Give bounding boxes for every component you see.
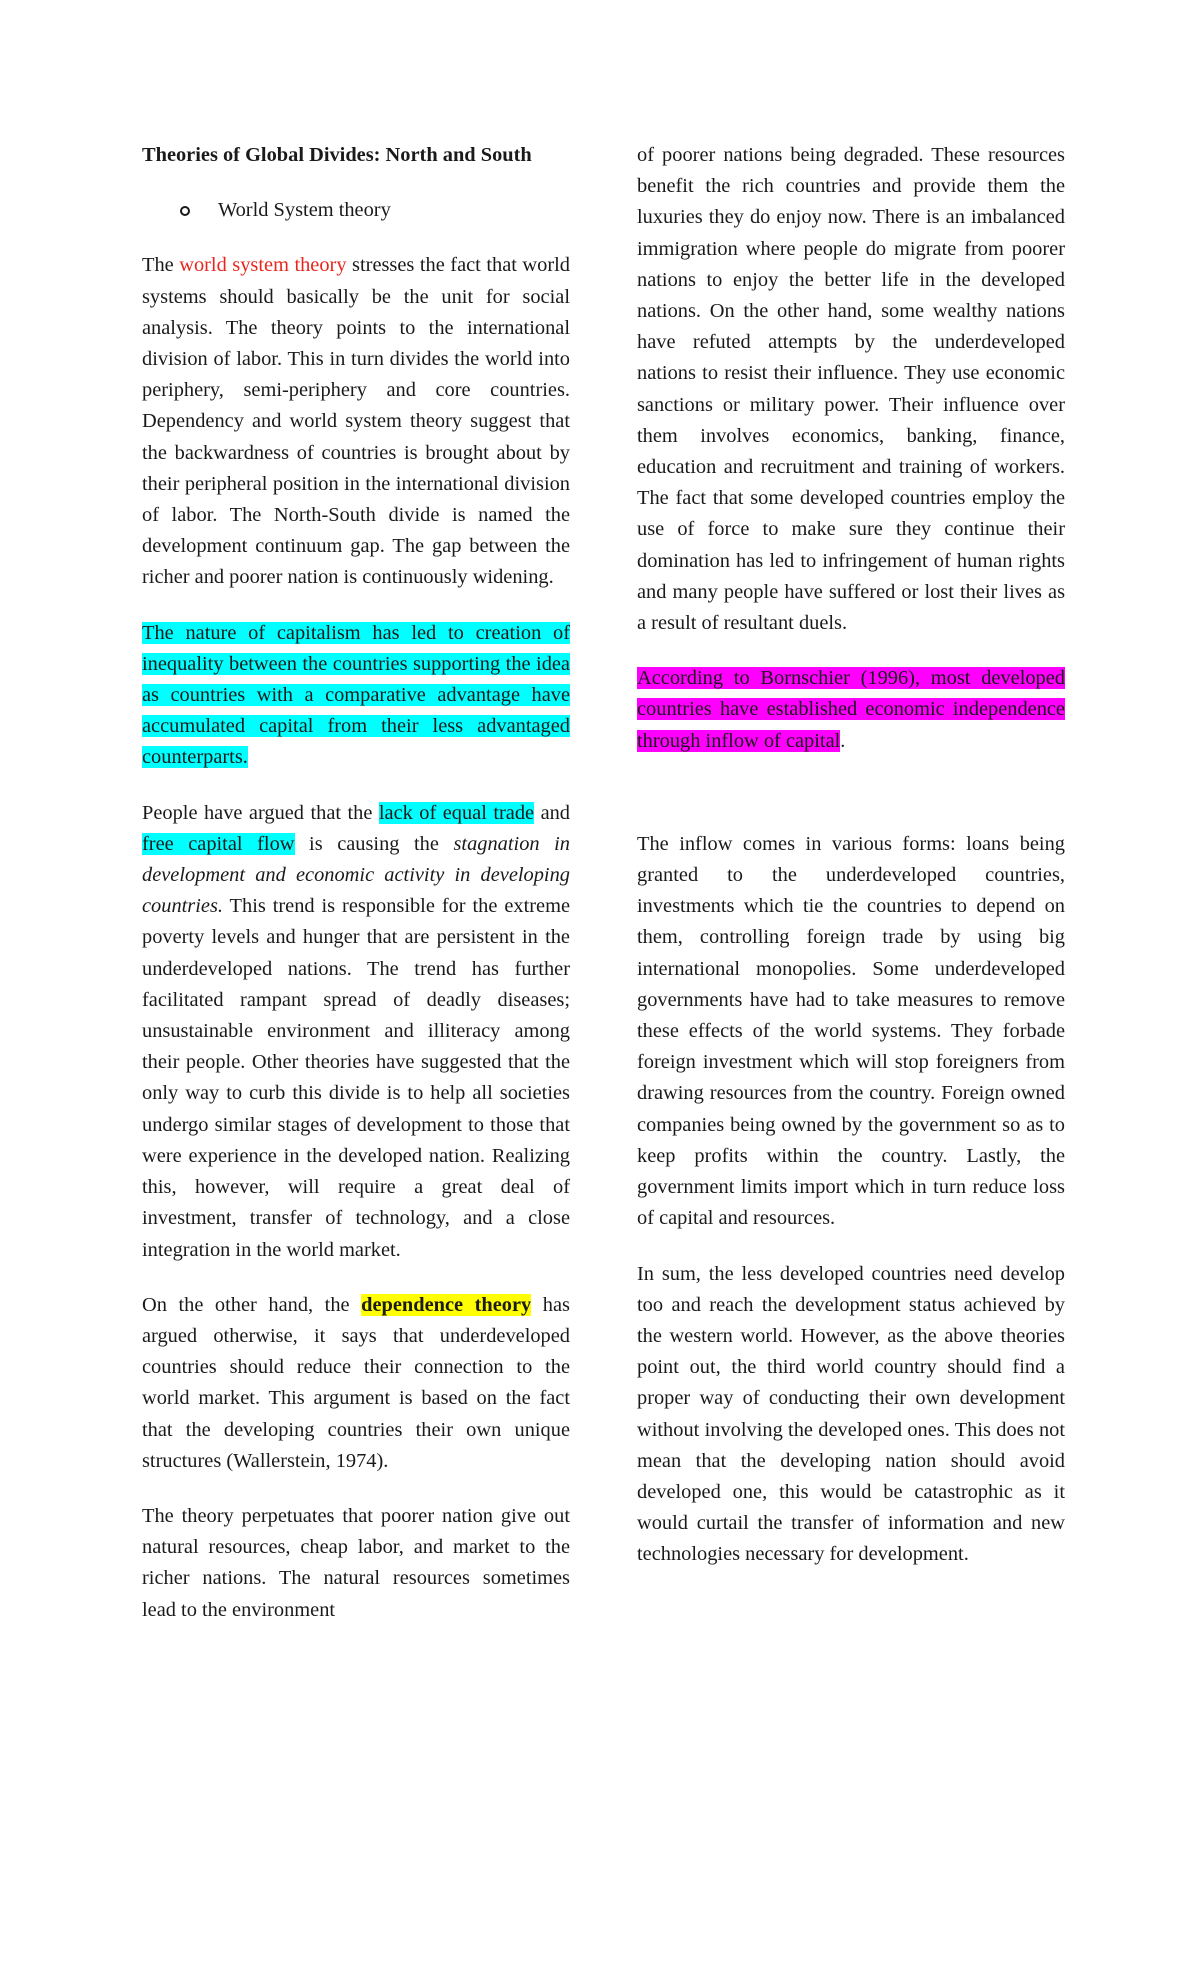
paragraph-capitalism-inequality: [142, 618, 570, 774]
blank-space: [637, 781, 1065, 829]
paragraph-equal-trade: [142, 798, 570, 1266]
paragraph-text: The: [142, 254, 180, 277]
document-title: Theories of Global Divides: North and South: [142, 144, 532, 166]
paragraph-natural-resources: [142, 1501, 570, 1626]
paragraph-world-system-theory: [142, 250, 570, 593]
paragraph-text: .: [840, 729, 846, 752]
paragraph-degraded-resources: [637, 140, 1065, 639]
paragraph-in-sum: [637, 1259, 1065, 1571]
magenta-highlighted-text: According to Bornschier (1996), most developed countries have established economic independence through inflow of capital: [637, 667, 1065, 752]
cyan-highlight-free-capital-flow: free capital flow: [142, 832, 295, 855]
left-column: [142, 140, 570, 1650]
yellow-highlight-dependence-theory: dependence theory: [361, 1293, 532, 1316]
italic-phrase: stagnation in development and economic activity in developing countries.: [142, 832, 570, 918]
paragraph-bornschier: [637, 663, 1065, 757]
hollow-circle-bullet-icon: [180, 206, 190, 216]
right-column: [637, 140, 1065, 1595]
paragraph-dependence-theory: [142, 1290, 570, 1477]
paragraph-text: The inflow comes in various forms: loans being granted to the underdeveloped countries, investments which tie the countries to depend on them, controlling foreign trade by using big international monopolies. Some underdeveloped governments have had to take measures to remove these effects of the world systems. They forbade foreign investment which will stop foreigners from drawing resources from the country. Foreign owned companies being owned by the government so as to keep profits within the country. Lastly, the government limits import which in turn reduce loss of capital and resources.: [637, 832, 1065, 1230]
bullet-label: World System theory: [218, 199, 391, 222]
paragraph-text: of poorer nations being degraded. These resources benefit the rich countries and provide them the luxuries they do enjoy now. There is an imbalanced immigration where people do migrate from poorer nations to enjoy the better life in the developed nations. On the other hand, some wealthy nations have refuted attempts by the underdeveloped nations to resist their influence. They use economic sanctions or military power. Their influence over them involves economics, banking, finance, education and recruitment and training of workers. The fact that some developed countries employ the use of force to make sure they continue their domination has led to infringement of human rights and many people have suffered or lost their lives as a result of resultant duels.: [637, 144, 1065, 635]
cyan-highlight-lack-of-equal-trade: lack of equal trade: [378, 801, 535, 824]
paragraph-text: stresses the fact that world systems should basically be the unit for social analysis. The theory points to the international division of labor. This in turn divides the world into periphery, semi-periphery and core countries. Dependency and world system theory suggest that the backwardness of countries is brought about by their peripheral position in the international division of labor. The North-South divide is named the development continuum gap. The gap between the richer and poorer nation is continuously widening.: [142, 254, 570, 589]
paragraph-text: This trend is responsible for the extreme poverty levels and hunger that are persistent in the underdeveloped nations. The trend has further facilitated rampant spread of deadly diseases; unsustainable environment and illiteracy among their people. Other theories have suggested that the only way to curb this divide is to help all societies undergo similar stages of development to those that were experience in the developed nation. Realizing this, however, will require a great deal of investment, transfer of technology, and a close integration in the world market.: [142, 895, 570, 1261]
paragraph-text: has argued otherwise, it says that underdeveloped countries should reduce their connection to the world market. This argument is based on the fact that the developing countries their own unique structures (Wallerstein, 1974).: [142, 1293, 570, 1472]
paragraph-text: is causing the: [294, 832, 454, 855]
paragraph-text: The theory perpetuates that poorer nation give out natural resources, cheap labor, and market to the richer nations. The natural resources sometimes lead to the environment: [142, 1504, 570, 1621]
paragraph-inflow-forms: [637, 829, 1065, 1235]
paragraph-text: In sum, the less developed countries need develop too and reach the development status achieved by the western world. However, as the above theories point out, the third world country should find a proper way of conducting their own development without involving the developed ones. This does not mean that the developing nation should avoid developed one, this would be catastrophic as it would curtail the transfer of information and new technologies necessary for development.: [637, 1262, 1065, 1566]
paragraph-text: On the other hand, the: [142, 1293, 362, 1316]
paragraph-text: and: [534, 801, 571, 824]
bullet-item-world-system: [142, 195, 570, 226]
red-term-world-system-theory: world system theory: [179, 254, 347, 277]
paragraph-text: People have argued that the: [142, 801, 379, 824]
cyan-highlighted-text: The nature of capitalism has led to creation of inequality between the countries supporting the idea as countries with a comparative advantage have accumulated capital from their less advantaged counterparts.: [142, 621, 570, 769]
